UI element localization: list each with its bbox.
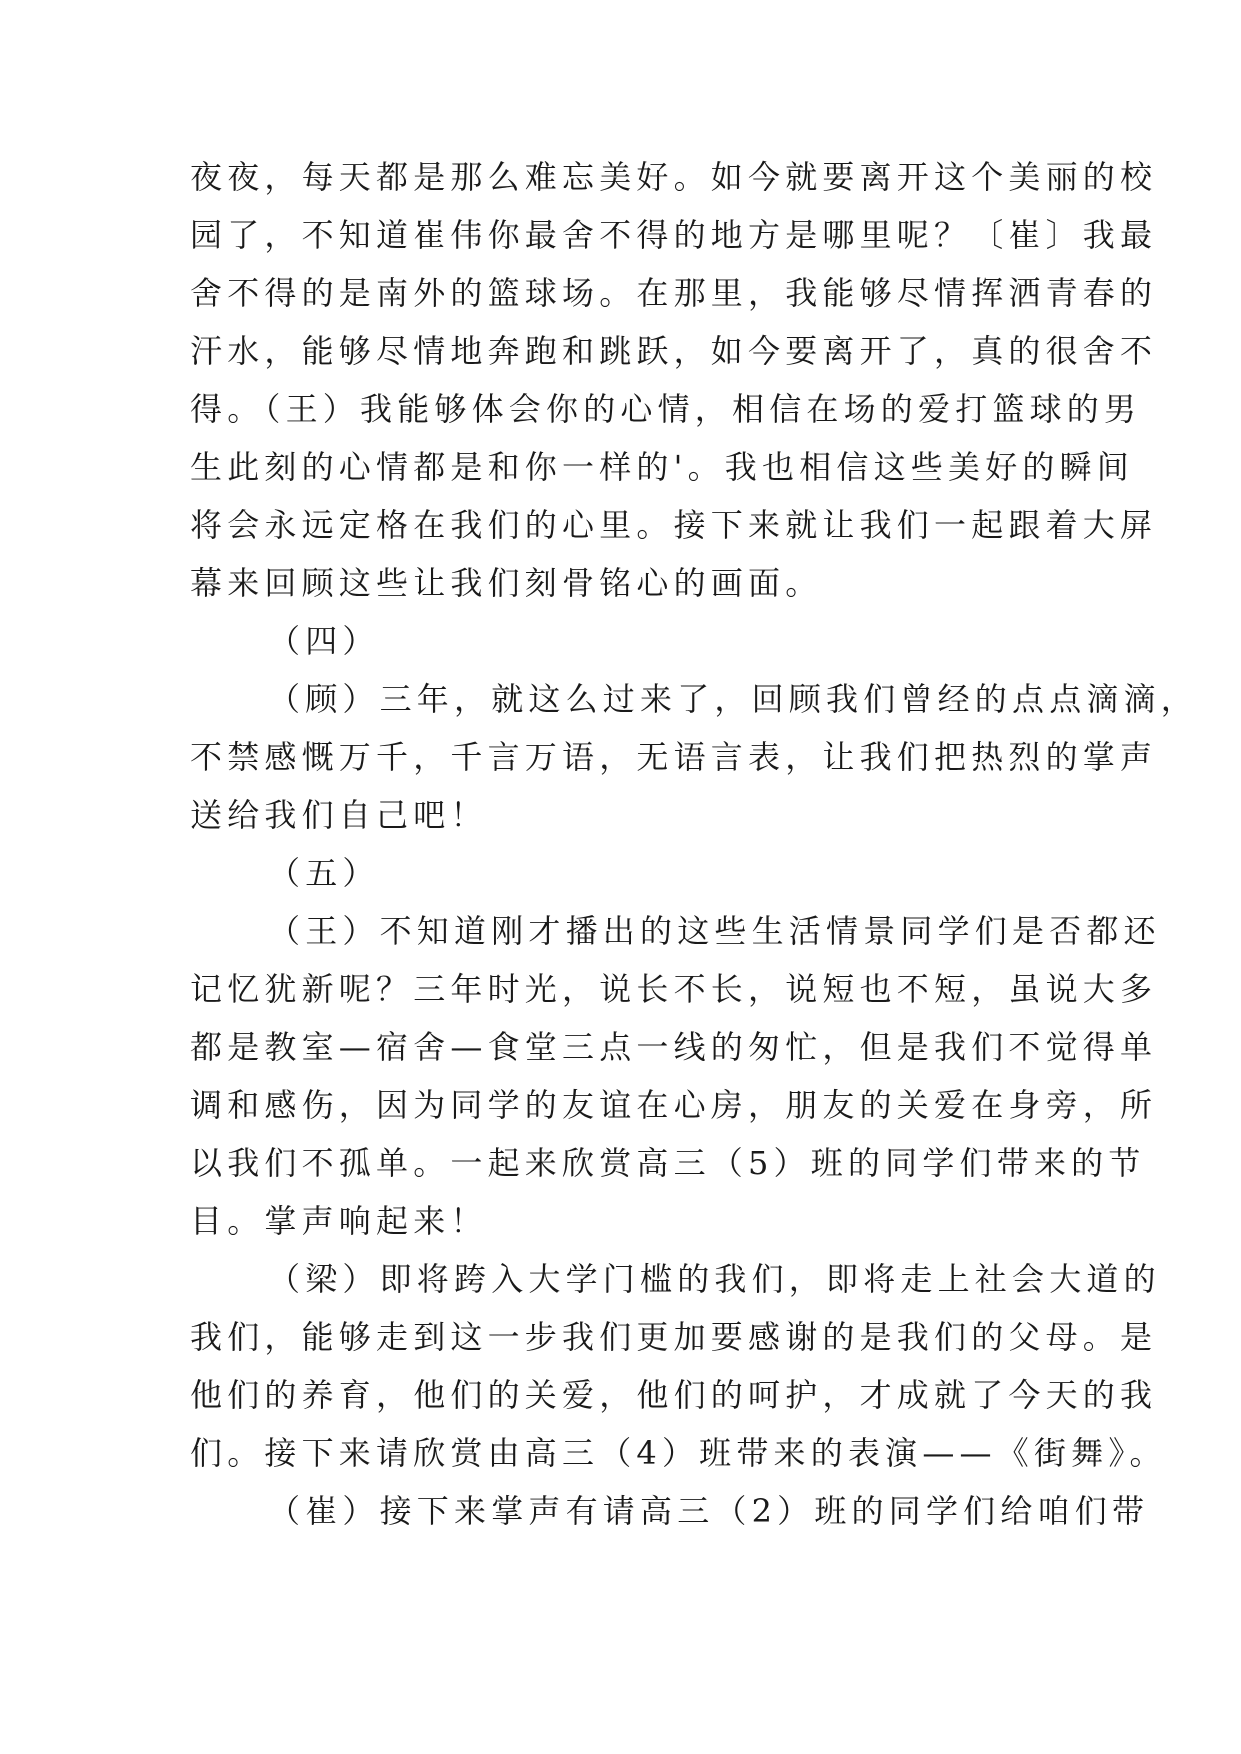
text-line: 园了，不知道崔伟你最舍不得的地方是哪里呢？〔崔〕我最: [190, 216, 1158, 254]
text-line: 都是教室—宿舍—食堂三点一线的匆忙，但是我们不觉得单: [190, 1028, 1158, 1066]
text-line: 记忆犹新呢？三年时光，说长不长，说短也不短，虽说大多: [190, 970, 1158, 1008]
text-line: 得。（王）我能够体会你的心情，相信在场的爱打篮球的男: [190, 390, 1142, 428]
text-line: 送给我们自己吧！: [190, 796, 488, 834]
text-line: （王）不知道刚才播出的这些生活情景同学们是否都还: [268, 912, 1161, 950]
text-line: 舍不得的是南外的篮球场。在那里，我能够尽情挥洒青春的: [190, 274, 1158, 312]
section-heading: （五）: [268, 854, 380, 892]
text-line: 以我们不孤单。一起来欣赏高三（5）班的同学们带来的节: [190, 1144, 1146, 1182]
text-line: 不禁感慨万千，千言万语，无语言表，让我们把热烈的掌声: [190, 738, 1158, 776]
text-line: 生此刻的心情都是和你一样的'。我也相信这些美好的瞬间: [190, 448, 1134, 486]
text-line: （梁）即将跨入大学门槛的我们，即将走上社会大道的: [268, 1260, 1161, 1298]
text-line: 调和感伤，因为同学的友谊在心房，朋友的关爱在身旁，所: [190, 1086, 1158, 1124]
section-heading: （四）: [268, 622, 380, 660]
text-line: 们。接下来请欣赏由高三（4）班带来的表演——《街舞》。: [190, 1434, 1167, 1472]
text-line: 汗水，能够尽情地奔跑和跳跃，如今要离开了，真的很舍不: [190, 332, 1158, 370]
text-line: 目。掌声响起来！: [190, 1202, 488, 1240]
text-line: 他们的养育，他们的关爱，他们的呵护，才成就了今天的我: [190, 1376, 1158, 1414]
text-line: 将会永远定格在我们的心里。接下来就让我们一起跟着大屏: [190, 506, 1158, 544]
text-line: 我们，能够走到这一步我们更加要感谢的是我们的父母。是: [190, 1318, 1158, 1356]
text-line: 夜夜，每天都是那么难忘美好。如今就要离开这个美丽的校: [190, 158, 1158, 196]
text-line: （崔）接下来掌声有请高三（2）班的同学们给咱们带: [268, 1492, 1150, 1530]
text-line: 幕来回顾这些让我们刻骨铭心的画面。: [190, 564, 823, 602]
text-line: （顾）三年，就这么过来了，回顾我们曾经的点点滴滴，: [268, 680, 1199, 718]
